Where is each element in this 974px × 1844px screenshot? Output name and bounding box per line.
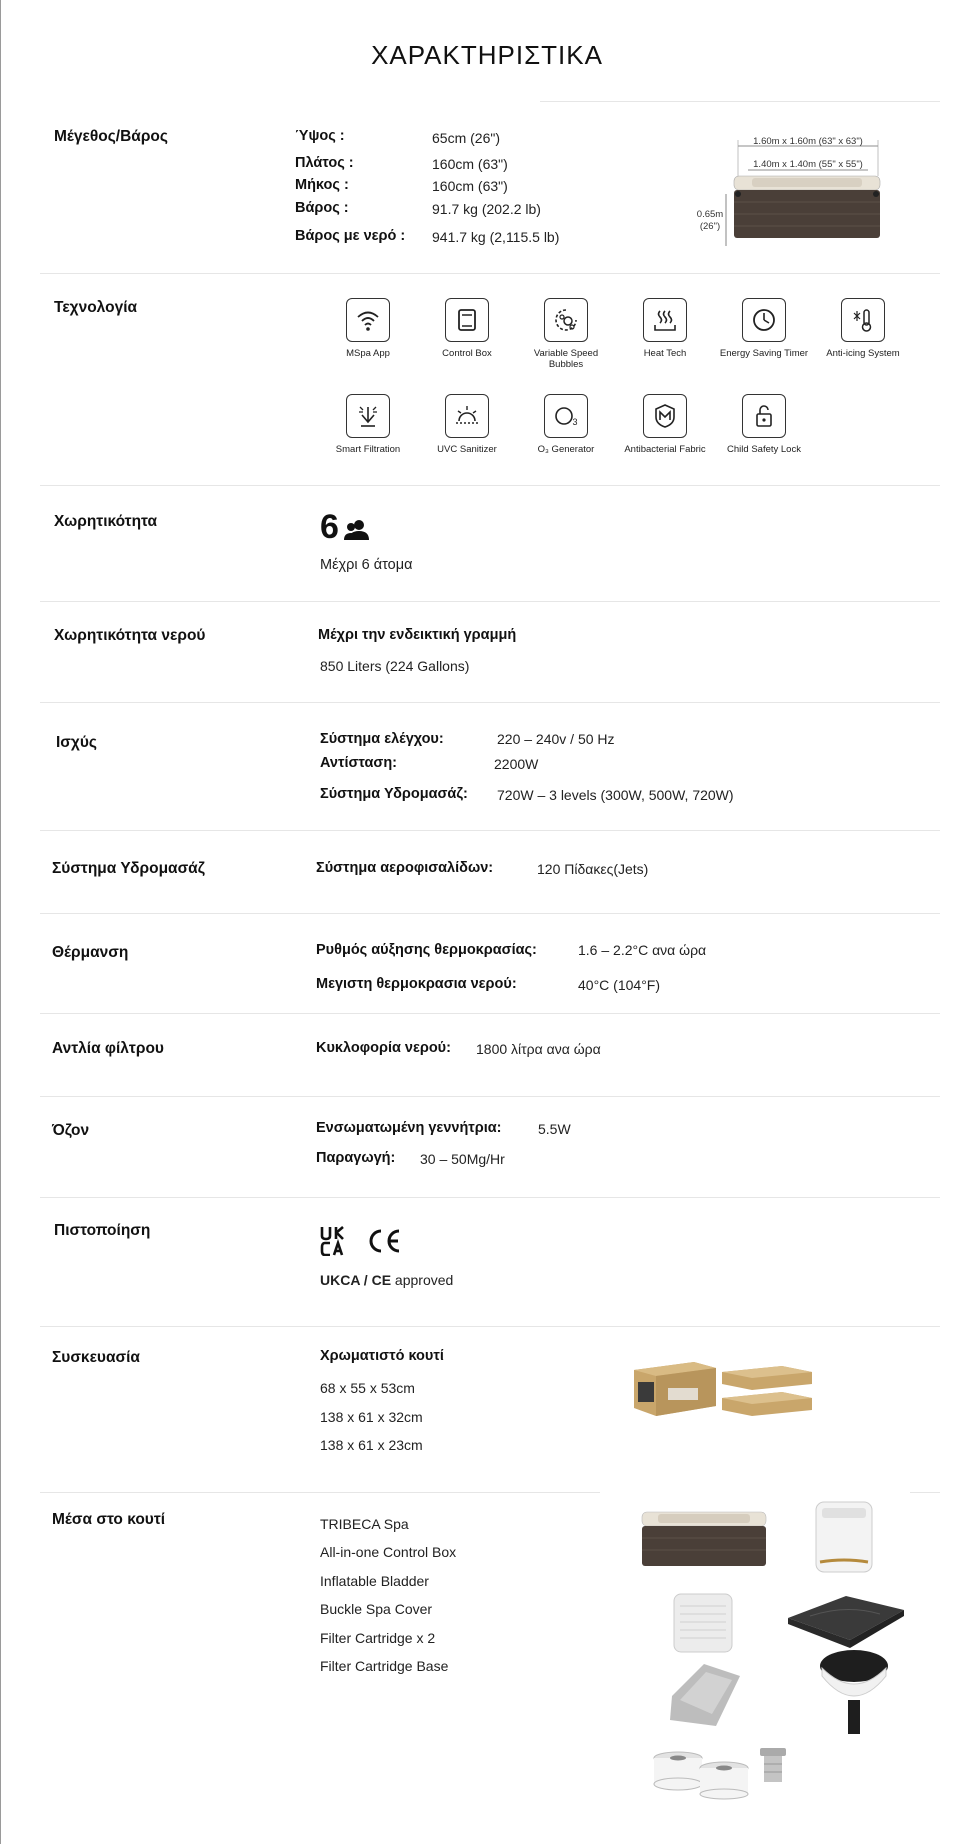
tech-item: [813, 298, 913, 359]
clock-icon: [749, 305, 779, 335]
people-icon: [344, 518, 370, 542]
cert-text: [320, 1272, 453, 1288]
cert-rest: approved: [391, 1272, 454, 1288]
spec-key: Μεγιστη θερμοκρασια νερού:: [316, 976, 517, 992]
tech-caption: Anti-icing System: [826, 348, 900, 359]
section-label-box: Μέσα στο κουτί: [52, 1511, 166, 1528]
box-item: Inflatable Bladder: [320, 1573, 429, 1589]
section-label-heating: Θέρμανση: [52, 944, 129, 961]
section-label-cert: Πιστοποίηση: [54, 1222, 151, 1239]
spa-dimension-diagram: [690, 134, 900, 250]
tech-item: [417, 394, 517, 455]
inflatable-bladder-image: [670, 1664, 740, 1726]
divider: [40, 601, 940, 602]
thermometer-icon: [848, 305, 878, 335]
floater-image: [820, 1650, 888, 1734]
divider: [40, 1326, 940, 1327]
spec-key: Πλάτος :: [295, 155, 354, 171]
divider: [40, 485, 940, 486]
spec-value: 220 – 240v / 50 Hz: [497, 731, 615, 747]
tech-caption: O₃ Generator: [537, 444, 595, 455]
box-item: Buckle Spa Cover: [320, 1601, 433, 1617]
water-value: 850 Liters (224 Gallons): [320, 658, 470, 674]
spec-value: 2200W: [494, 756, 539, 772]
tech-caption: Heat Tech: [643, 348, 687, 359]
section-label-pump: Αντλία φίλτρου: [52, 1040, 164, 1057]
ukca-logo: [320, 1226, 354, 1256]
tech-item: [615, 298, 715, 359]
spec-key: Αντίσταση:: [320, 755, 398, 771]
uvc-icon: [452, 401, 482, 431]
divider: [40, 1096, 940, 1097]
ce-logo-text: CE: [366, 1228, 368, 1229]
box-item: Filter Cartridge Base: [320, 1658, 449, 1674]
divider: [40, 273, 940, 274]
page-left-border: [0, 0, 1, 1844]
packaging-size: 138 x 61 x 32cm: [320, 1409, 423, 1425]
spec-value: 1.6 – 2.2°C ανα ώρα: [578, 942, 707, 958]
tech-caption: Variable Speed Bubbles: [533, 348, 599, 370]
tech-item: [417, 298, 517, 359]
wifi-icon: [353, 305, 383, 335]
filter-base-image: [760, 1748, 786, 1782]
divider: [40, 1492, 600, 1493]
section-label-ozone: Όζον: [52, 1122, 90, 1139]
section-label-size: Μέγεθος/Βάρος: [54, 128, 168, 145]
spec-value: 91.7 kg (202.2 lb): [432, 201, 541, 217]
control-box-icon: [452, 305, 482, 335]
box-item: Filter Cartridge x 2: [320, 1630, 436, 1646]
dim-height-in: (26"): [699, 221, 721, 232]
bubbles-icon: [551, 305, 581, 335]
tech-caption: Energy Saving Timer: [719, 348, 809, 359]
tech-caption: Control Box: [442, 348, 492, 359]
capacity-number: 6: [320, 508, 339, 546]
tech-item: [714, 298, 814, 359]
tech-caption: Child Safety Lock: [727, 444, 801, 455]
packaging-size: 68 x 55 x 53cm: [320, 1380, 415, 1396]
tech-item: [615, 394, 715, 455]
filter-cartridge-image: [654, 1752, 748, 1799]
spec-value: 941.7 kg (2,115.5 lb): [432, 229, 560, 245]
packaging-size: 138 x 61 x 23cm: [320, 1437, 423, 1453]
spec-value: 160cm (63"): [432, 178, 508, 194]
tech-caption: Smart Filtration: [335, 444, 401, 455]
spec-value: 160cm (63"): [432, 156, 508, 172]
spec-key: Σύστημα αεροφισαλίδων:: [316, 860, 494, 876]
spec-value: 40°C (104°F): [578, 977, 661, 993]
divider: [910, 1492, 940, 1493]
page-title: ΧΑΡΑΚΤΗΡΙΣΤΙΚΑ: [371, 40, 603, 70]
ukca-logo-text: UKCA: [320, 1226, 323, 1227]
spec-key: Βάρος με νερό :: [295, 228, 406, 244]
control-box-image: [816, 1502, 872, 1572]
divider: [40, 913, 940, 914]
box-item: TRIBECA Spa: [320, 1516, 409, 1532]
svg-text:3: 3: [572, 417, 578, 427]
section-label-capacity: Χωρητικότητα: [54, 513, 158, 530]
spec-key: Μήκος :: [295, 177, 349, 193]
cert-bold: UKCA / CE: [320, 1272, 392, 1288]
divider: [40, 1013, 940, 1014]
spa-cover-image: [788, 1596, 904, 1648]
spec-key: Σύστημα ελέγχου:: [320, 731, 444, 747]
spec-key: Κυκλοφορία νερού:: [316, 1040, 451, 1056]
tech-item: [516, 394, 616, 455]
section-label-power: Ισχύς: [56, 734, 97, 751]
spec-key: Σύστημα Υδρομασάζ:: [320, 786, 468, 802]
tech-caption: MSpa App: [346, 348, 390, 359]
tech-caption: Antibacterial Fabric: [624, 444, 706, 455]
spec-key: Ύψος :: [295, 128, 345, 144]
heat-icon: [650, 305, 680, 335]
shield-icon: [650, 401, 680, 431]
spec-value: 65cm (26"): [432, 130, 500, 146]
lock-icon: [749, 401, 779, 431]
section-label-packaging: Συσκευασία: [52, 1349, 140, 1366]
box-contents-image: [640, 1500, 920, 1800]
spec-value: 5.5W: [538, 1121, 571, 1137]
section-label-water: Χωρητικότητα νερού: [54, 627, 206, 644]
tech-caption: UVC Sanitizer: [437, 444, 497, 455]
spec-value: 720W – 3 levels (300W, 500W, 720W): [497, 787, 734, 803]
section-label-massage: Σύστημα Υδρομασάζ: [52, 860, 205, 877]
packaging-heading: Χρωματιστό κουτί: [320, 1348, 444, 1364]
capacity-text: Μέχρι 6 άτομα: [320, 557, 413, 573]
spec-value: 120 Πίδακες(Jets): [537, 861, 649, 877]
dim-inner: 1.40m x 1.40m (55" x 55"): [753, 159, 863, 170]
dim-height: 0.65m: [696, 209, 724, 220]
divider: [540, 101, 940, 102]
spec-key: Βάρος :: [295, 200, 349, 216]
box-item: All-in-one Control Box: [320, 1544, 457, 1560]
dim-outer: 1.60m x 1.60m (63" x 63"): [753, 136, 863, 147]
filter-icon: [353, 401, 383, 431]
tech-item: [318, 394, 418, 455]
tech-item: [714, 394, 814, 455]
spec-value: 30 – 50Mg/Hr: [420, 1151, 505, 1167]
tech-item: [516, 298, 616, 370]
spec-value: 1800 λίτρα ανα ώρα: [476, 1041, 601, 1057]
water-heading: Μέχρι την ενδεικτική γραμμή: [318, 627, 517, 643]
filter-plate-image: [674, 1594, 732, 1652]
tech-item: [318, 298, 418, 359]
divider: [40, 702, 940, 703]
divider: [40, 1197, 940, 1198]
spec-key: Παραγωγή:: [316, 1150, 396, 1166]
ozone-icon: [551, 401, 581, 431]
divider: [40, 830, 940, 831]
section-label-tech: Τεχνολογία: [54, 299, 138, 316]
spec-key: Ενσωματωμένη γεννήτρια:: [316, 1120, 502, 1136]
ce-logo: [366, 1228, 402, 1254]
packaging-boxes-image: [632, 1358, 816, 1420]
spa-tub-image: [642, 1512, 766, 1566]
spec-key: Ρυθμός αύξησης θερμοκρασίας:: [316, 942, 537, 958]
